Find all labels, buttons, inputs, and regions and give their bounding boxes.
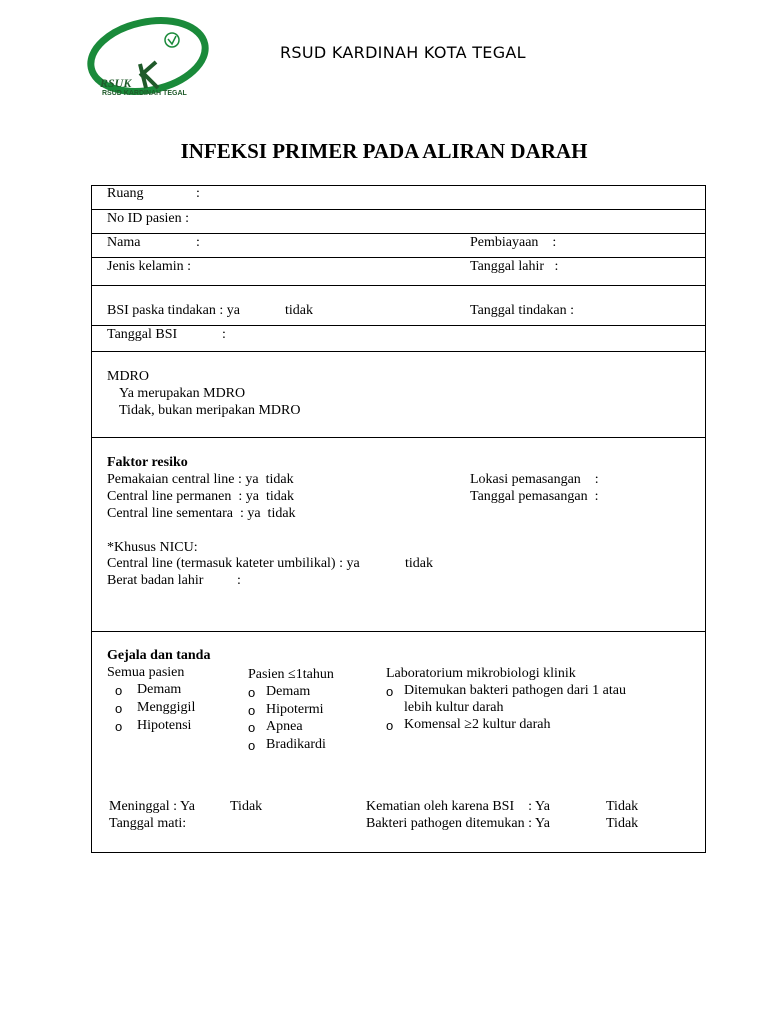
ruang-label: Ruang [107,186,144,201]
semua-menggigil-option[interactable]: Menggigil [137,700,196,715]
bayi-hipotermi-option[interactable]: Hipotermi [266,702,324,717]
tanggal-pemasangan-field[interactable]: Tanggal pemasangan : [470,489,599,504]
table-line [91,325,706,326]
bullet-icon: o [115,719,123,734]
bullet-icon: o [248,738,256,753]
bullet-icon: o [115,701,123,716]
faktor-heading: Faktor resiko [107,455,188,470]
jenis-kelamin-field[interactable]: Jenis kelamin : [107,259,191,274]
bullet-icon: o [115,683,123,698]
table-line [91,285,706,286]
hospital-name: RSUD KARDINAH KOTA TEGAL [280,43,526,62]
lab-title: Laboratorium mikrobiologi klinik [386,666,576,681]
berat-badan-field[interactable]: : [237,573,241,588]
gejala-heading: Gejala dan tanda [107,648,211,663]
nama-field[interactable]: : [196,235,200,250]
bayi-bradikardi-option[interactable]: Bradikardi [266,737,326,752]
logo-subtext: RSUD KARDINAH TEGAL [102,90,187,97]
tanggal-lahir-field[interactable]: Tanggal lahir : [470,259,559,274]
table-line [91,233,706,234]
logo-text: RSUK [100,76,132,90]
lab-komensal-option[interactable]: Komensal ≥2 kultur darah [404,717,551,732]
table-line [91,185,706,186]
nicu-central-line-ya-option[interactable]: Central line (termasuk kateter umbilikal) : ya [107,556,360,571]
meninggal-ya-option[interactable]: Meninggal : Ya [109,799,195,814]
tanggal-mati-field[interactable]: Tanggal mati: [109,816,187,831]
lab-bakteri-pathogen-cont: lebih kultur darah [404,700,504,715]
table-line [91,852,706,853]
lokasi-pemasangan-field[interactable]: Lokasi pemasangan : [470,472,599,487]
pasien-1tahun-title: Pasien ≤1tahun [248,667,334,682]
kematian-bsi-tidak-option[interactable]: Tidak [606,799,639,814]
bsi-paska-tidak-option[interactable]: tidak [285,303,313,318]
bakteri-ditemukan-tidak-option[interactable]: Tidak [606,816,639,831]
semua-demam-option[interactable]: Demam [137,682,182,697]
mdro-tidak-option[interactable]: Tidak, bukan meripakan MDRO [119,403,301,418]
central-line-permanen-option[interactable]: Central line permanen : ya tidak [107,489,294,504]
table-line [91,351,706,352]
central-line-sementara-option[interactable]: Central line sementara : ya tidak [107,506,296,521]
table-line [91,631,706,632]
no-id-field[interactable]: No ID pasien : [107,211,190,226]
tanggal-tindakan-field[interactable]: Tanggal tindakan : [470,303,574,318]
bullet-icon: o [248,685,256,700]
nama-label: Nama [107,235,141,250]
bayi-demam-option[interactable]: Demam [266,684,311,699]
bakteri-ditemukan-ya-option[interactable]: Bakteri pathogen ditemukan : Ya [366,816,550,831]
semua-hipotensi-option[interactable]: Hipotensi [137,718,192,733]
nicu-central-line-tidak-option[interactable]: tidak [405,556,433,571]
table-line [91,209,706,210]
kematian-bsi-ya-option[interactable]: Kematian oleh karena BSI : Ya [366,799,550,814]
meninggal-tidak-option[interactable]: Tidak [230,799,263,814]
tanggal-bsi-field[interactable]: : [222,327,226,342]
central-line-usage-option[interactable]: Pemakaian central line : ya tidak [107,472,294,487]
nicu-heading: *Khusus NICU: [107,540,198,555]
page-title: INFEKSI PRIMER PADA ALIRAN DARAH [180,139,588,163]
tanggal-bsi-label: Tanggal BSI [107,327,178,342]
table-line [91,437,706,438]
lab-bakteri-pathogen-option[interactable]: Ditemukan bakteri pathogen dari 1 atau [404,683,626,698]
berat-badan-label: Berat badan lahir [107,573,204,588]
bsi-paska-ya-option[interactable]: BSI paska tindakan : ya [107,303,240,318]
table-line [91,257,706,258]
bayi-apnea-option[interactable]: Apnea [266,719,303,734]
bullet-icon: o [248,720,256,735]
semua-pasien-title: Semua pasien [107,665,185,680]
bullet-icon: o [386,718,394,733]
bullet-icon: o [386,684,394,699]
mdro-heading: MDRO [107,369,150,384]
ruang-field[interactable]: : [196,186,200,201]
mdro-ya-option[interactable]: Ya merupakan MDRO [119,386,246,401]
pembiayaan-field[interactable]: Pembiayaan : [470,235,557,250]
bullet-icon: o [248,703,256,718]
